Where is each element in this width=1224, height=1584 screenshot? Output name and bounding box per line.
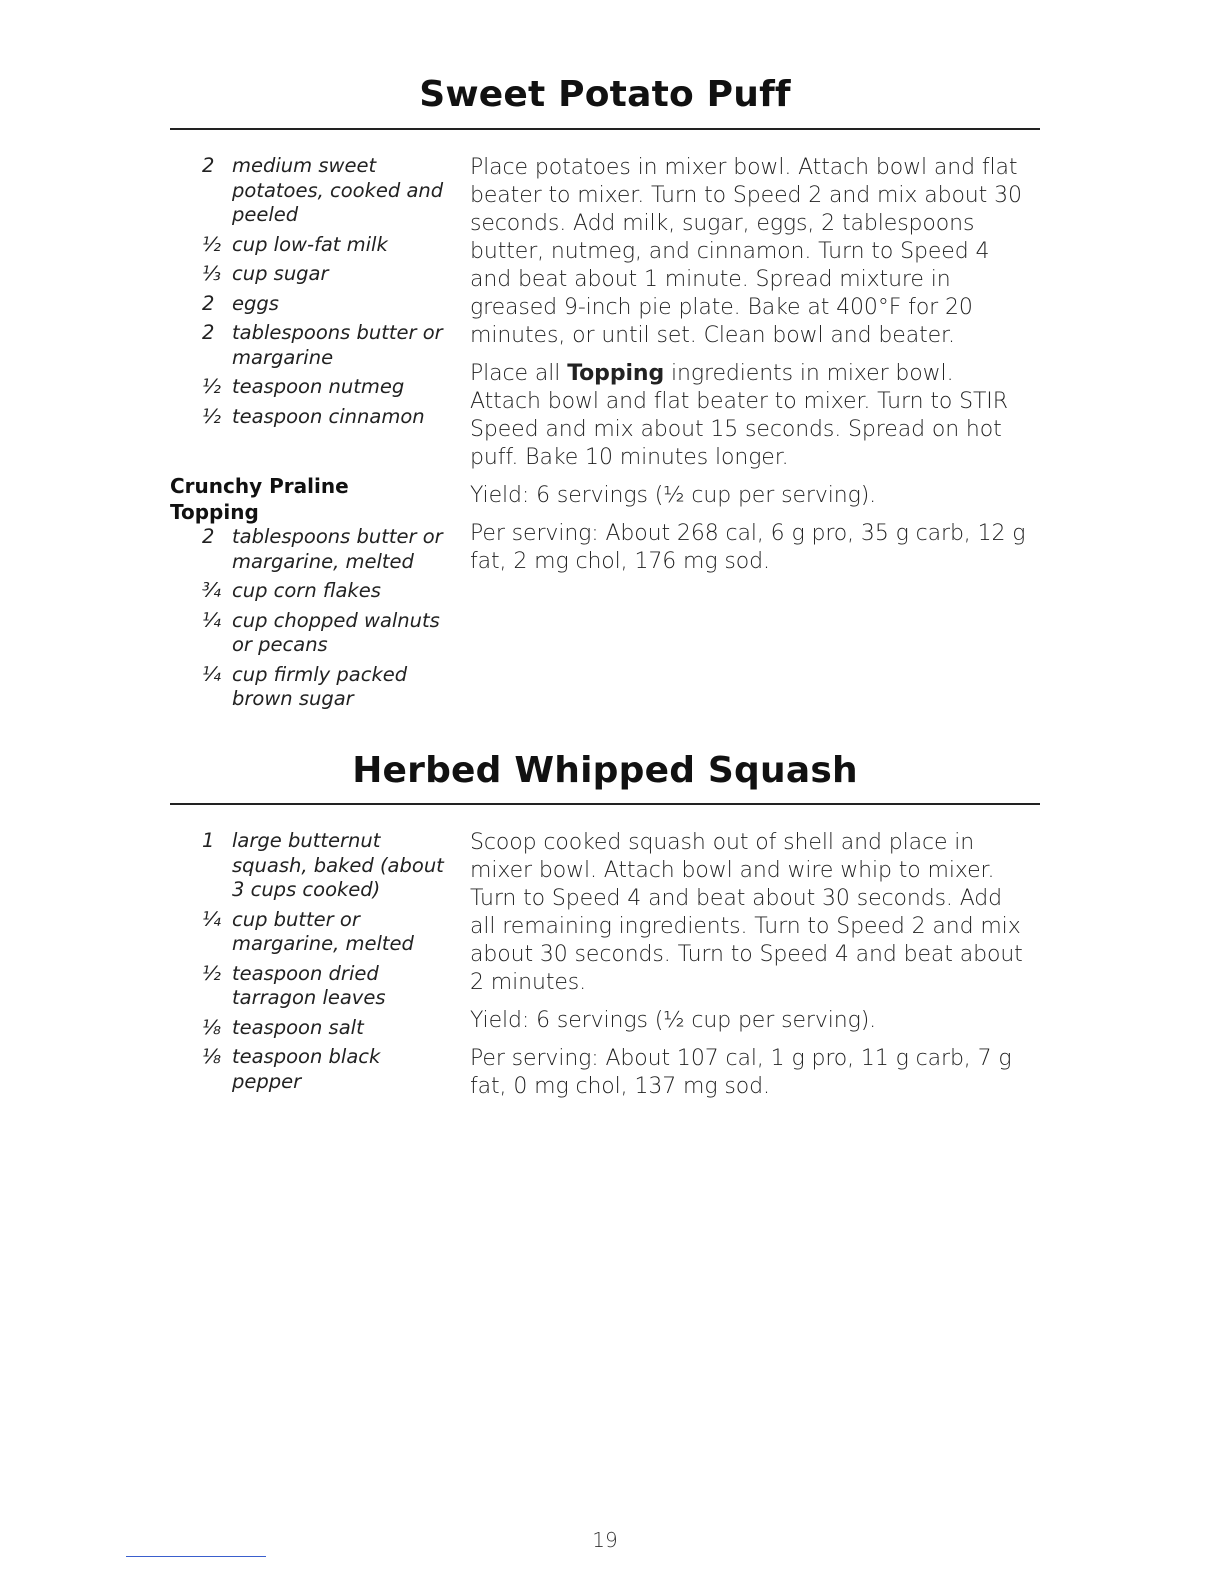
ingredient-text: eggs bbox=[232, 291, 279, 315]
ingredient-item bbox=[170, 829, 450, 903]
ingredient-item bbox=[170, 262, 450, 287]
ingredient-qty: ¼ bbox=[202, 608, 221, 632]
topping-heading: Crunchy Praline Topping bbox=[170, 474, 349, 524]
ingredient-text: teaspoon cinnamon bbox=[232, 404, 425, 428]
directions-paragraph: Place potatoes in mixer bowl. Attach bowl and flat beater to mixer. Turn to Speed 2 and mix about 30 seconds. Add milk, sugar, eggs, 2 tablespoons butter, nutmeg, and cinnamon. Turn to Speed 4 and beat about 1 minute. Spread mixture in greased 9-inch pie plate. Bake at 400°F for 20 minutes, or until set. Clean bowl and beater. bbox=[470, 155, 1022, 348]
ingredient-item bbox=[170, 663, 450, 712]
ingredient-text: cup chopped walnuts or pecans bbox=[232, 608, 440, 656]
nutrition-text: Per serving: About 107 cal, 1 g pro, 11 g carb, 7 g fat, 0 mg chol, 137 mg sod. bbox=[470, 1046, 1012, 1099]
ingredient-text: cup butter or margarine, melted bbox=[232, 907, 414, 955]
ingredient-item bbox=[170, 154, 450, 228]
ingredient-text: teaspoon nutmeg bbox=[232, 375, 405, 398]
ingredient-item bbox=[170, 292, 450, 317]
topping-directions-text: ingredients in mixer bowl. Attach bowl and flat beater to mixer. Turn to STIR Speed and mix about 15 seconds. Spread on hot puff. Bake 10 minutes longer. bbox=[470, 361, 1008, 470]
ingredient-qty: ¼ bbox=[202, 907, 221, 931]
ingredient-text: cup low-fat milk bbox=[232, 232, 388, 256]
ingredient-text: medium sweet potatoes, cooked and peeled bbox=[232, 154, 444, 226]
recipe-title-herbed-whipped-squash: Herbed Whipped Squash bbox=[352, 750, 858, 791]
ingredient-qty: ⅓ bbox=[202, 262, 221, 285]
ingredient-item bbox=[170, 233, 450, 258]
recipe-title-sweet-potato-puff: Sweet Potato Puff bbox=[419, 74, 791, 115]
ingredient-text: cup firmly packed brown sugar bbox=[232, 662, 408, 710]
ingredient-qty: ½ bbox=[202, 375, 221, 398]
title-rule bbox=[170, 803, 1040, 805]
ingredient-item bbox=[170, 525, 450, 574]
page-number: 19 bbox=[592, 1528, 618, 1552]
ingredient-item bbox=[170, 1045, 450, 1094]
footer-divider bbox=[126, 1556, 266, 1557]
topping-directions-text: Place all bbox=[470, 361, 568, 386]
yield-text: Yield: 6 servings (½ cup per serving). bbox=[470, 1008, 877, 1033]
ingredient-qty: ½ bbox=[202, 404, 221, 428]
ingredient-text: teaspoon salt bbox=[232, 1015, 364, 1039]
ingredient-qty: 2 bbox=[202, 154, 215, 177]
ingredient-item bbox=[170, 375, 450, 400]
ingredient-item bbox=[170, 405, 450, 430]
ingredient-text: teaspoon black pepper bbox=[232, 1045, 381, 1093]
ingredient-qty: ½ bbox=[202, 961, 221, 985]
ingredient-list-sweet-potato bbox=[170, 154, 450, 717]
ingredient-item bbox=[170, 321, 450, 370]
ingredient-qty: ⅛ bbox=[202, 1015, 221, 1039]
ingredient-item bbox=[170, 962, 450, 1011]
topping-bold-word: Topping bbox=[567, 361, 665, 386]
ingredient-qty: 2 bbox=[202, 321, 215, 344]
topping-directions-paragraph bbox=[470, 360, 1030, 472]
ingredient-text: large butternut squash, baked (about 3 cups cooked) bbox=[232, 829, 444, 901]
yield-text: Yield: 6 servings (½ cup per serving). bbox=[470, 483, 877, 508]
directions-squash bbox=[470, 829, 1030, 1111]
ingredient-list-squash bbox=[170, 829, 450, 1099]
ingredient-qty: ¾ bbox=[202, 579, 221, 602]
directions-sweet-potato bbox=[470, 154, 1030, 586]
ingredient-text: cup sugar bbox=[232, 262, 329, 285]
ingredient-text: tablespoons butter or margarine bbox=[232, 321, 443, 369]
directions-paragraph: Scoop cooked squash out of shell and place in mixer bowl. Attach bowl and wire whip to mixer. Turn to Speed 4 and beat about 30 seconds. Add all remaining ingredients. Turn to Speed 2 and mix about 30 seconds. Turn to Speed 4 and beat about 2 minutes. bbox=[470, 830, 1023, 995]
ingredient-qty: ½ bbox=[202, 232, 221, 256]
ingredient-item bbox=[170, 609, 450, 658]
ingredient-item bbox=[170, 1016, 450, 1041]
title-rule bbox=[170, 128, 1040, 130]
ingredient-text: cup corn flakes bbox=[232, 579, 381, 602]
ingredient-qty: 1 bbox=[202, 829, 215, 852]
ingredient-qty: ¼ bbox=[202, 662, 221, 686]
nutrition-text: Per serving: About 268 cal, 6 g pro, 35 g carb, 12 g fat, 2 mg chol, 176 mg sod. bbox=[470, 521, 1026, 574]
ingredient-qty: 2 bbox=[202, 291, 215, 315]
ingredient-item bbox=[170, 908, 450, 957]
ingredient-qty: 2 bbox=[202, 525, 215, 548]
ingredient-item bbox=[170, 579, 450, 604]
ingredient-text: teaspoon dried tarragon leaves bbox=[232, 961, 386, 1009]
ingredient-text: tablespoons butter or margarine, melted bbox=[232, 525, 443, 573]
ingredient-qty: ⅛ bbox=[202, 1045, 221, 1068]
